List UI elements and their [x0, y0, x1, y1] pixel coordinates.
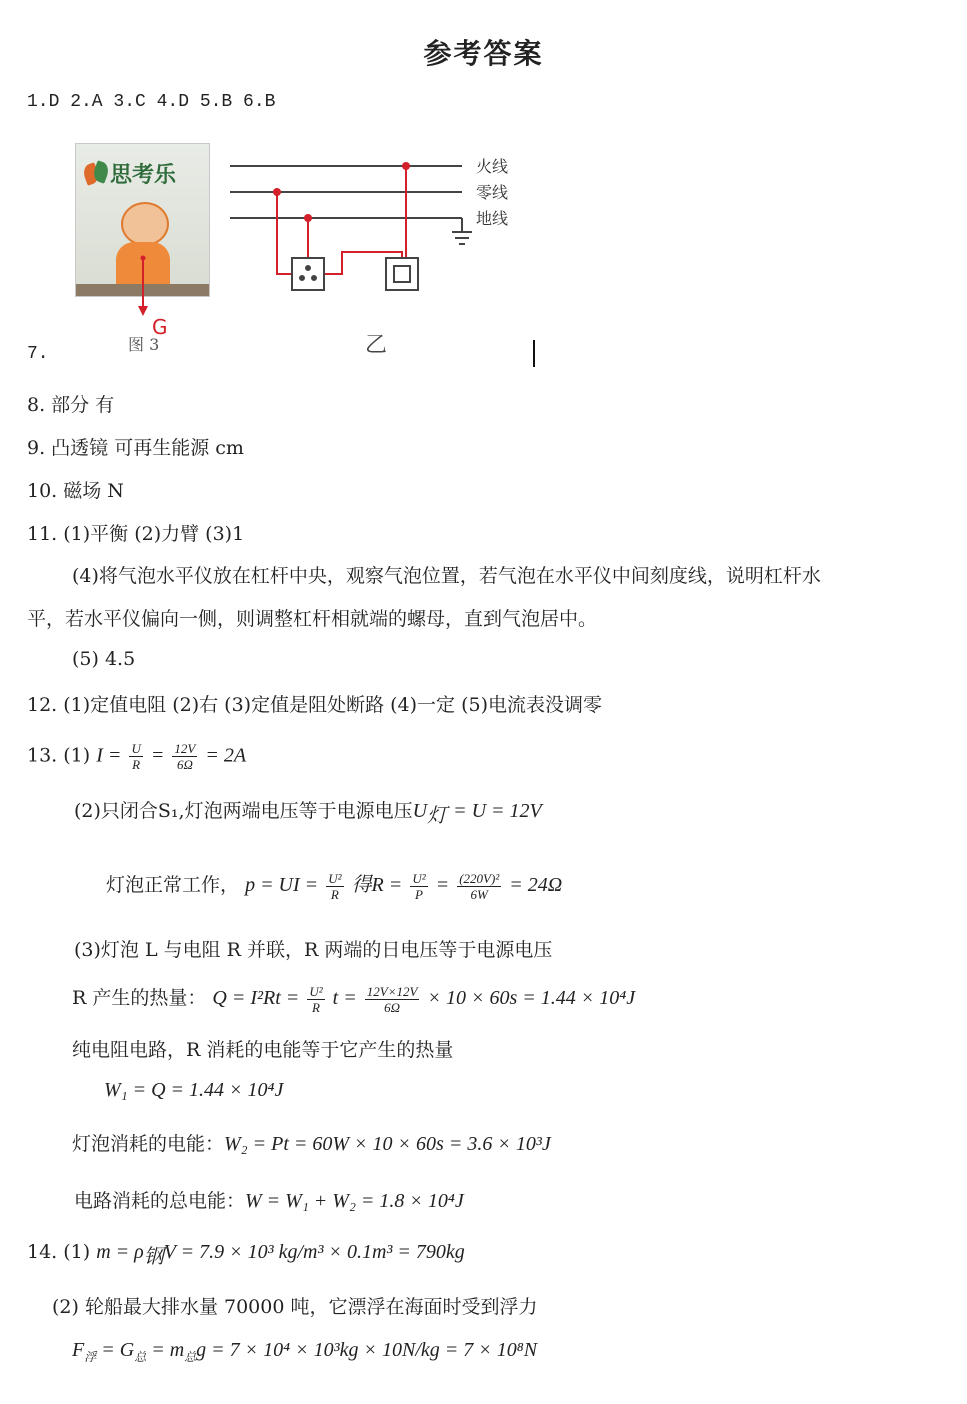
- answer-13-line4: (3)灯泡 L 与电阻 R 并联，R 两端的日电压等于电源电压: [74, 939, 553, 961]
- fraction: $\frac{\text{U²}}{R}$: [328, 870, 342, 902]
- q13-part3-result: = 24Ω: [509, 874, 563, 896]
- answer-11-line4: (5) 4.5: [72, 648, 136, 670]
- q13-part5-a: Q = I²Rt =: [212, 987, 300, 1009]
- q13-part3-a: p = UI =: [245, 874, 319, 896]
- answer-11-line1: 11. (1)平衡 (2)力臂 (3)1: [27, 523, 245, 545]
- answer-13-line7: W₁ = Q = 1.44 × 10⁴J: [104, 1079, 284, 1101]
- subscript: 钢: [143, 1246, 164, 1268]
- q14-part1-b: V = 7.9 × 10³ kg/m³ × 0.1m³ = 790kg: [163, 1241, 465, 1264]
- fraction: $\frac{U}{R}$: [131, 741, 141, 772]
- circuit-wires: [230, 166, 462, 218]
- three-pin-socket-icon: [292, 258, 324, 290]
- q14-part1-prefix: 14. (1): [27, 1241, 91, 1264]
- switch-icon: [386, 258, 418, 290]
- q14-part3-d: g = 7 × 10⁴ × 10³kg × 10N/kg = 7 × 10⁸N: [196, 1339, 538, 1361]
- q13-part1-lhs: I =: [96, 744, 122, 767]
- q13-number: 13.: [27, 744, 58, 767]
- subscript: 总: [134, 1350, 147, 1364]
- q13-part2-text: (2)只闭合S₁,灯泡两端电压等于电源电压: [74, 800, 413, 822]
- fraction: $\frac{\text{(220V)²}}{6W}$: [459, 870, 500, 902]
- answer-13-line8: [72, 1129, 551, 1156]
- wire-label-ground: 地线: [476, 209, 509, 228]
- q13-part8-text: 灯泡消耗的电能：: [72, 1133, 225, 1155]
- answer-9: 9. 凸透镜 可再生能源 cm: [27, 437, 244, 459]
- question-7-figures: [0, 0, 967, 400]
- q14-part1-a: m = ρ: [96, 1241, 144, 1264]
- answer-13-line2: [74, 796, 542, 828]
- answer-11-line2: (4)将气泡水平仪放在杠杆中央，观察气泡位置，若气泡在水平仪中间刻度线，说明杠杆水: [72, 565, 821, 587]
- q14-part3-a: F: [72, 1339, 85, 1361]
- answer-8: 8. 部分 有: [27, 394, 115, 416]
- circuit-caption: 乙: [365, 333, 388, 358]
- fraction: $\frac{\text{U²}}{P}$: [412, 870, 426, 902]
- answers-1-6: 1.D 2.A 3.C 4.D 5.B 6.B: [27, 92, 276, 112]
- q13-part5-text: R 产生的热量：: [72, 987, 207, 1009]
- q14-part3-c: = m: [151, 1339, 185, 1361]
- figure-3-caption: 图 3: [128, 335, 160, 354]
- subscript: 总: [184, 1350, 197, 1364]
- answer-12: 12. (1)定值电阻 (2)右 (3)定值是阻处断路 (4)一定 (5)电流表没调零: [27, 694, 602, 716]
- q13-part2-math: U: [412, 800, 428, 822]
- subscript: 浮: [84, 1350, 97, 1364]
- answer-14-line1: [27, 1240, 465, 1269]
- q13-part2-result: = U = 12V: [453, 800, 542, 822]
- subscript: 灯: [427, 804, 448, 827]
- q14-part3-b: = G: [101, 1339, 135, 1361]
- answer-11-line3: 平，若水平仪偏向一侧，则调整杠杆相就端的螺母，直到气泡居中。: [27, 608, 598, 630]
- q13-part1-result: = 2A: [205, 744, 247, 767]
- q13-part3-text: 灯泡正常工作，: [106, 874, 240, 896]
- q13-part9-text: 电路消耗的总电能：: [74, 1190, 246, 1212]
- answer-13-line3: 灯泡正常工作， p = UI = $\frac{\text{U²}}{R}$ 得R = $\frac{\text{U²}}{P}$ = $\frac{\text{(220V)²}}{6W}$ = 24Ω: [106, 870, 563, 902]
- wire-label-live: 火线: [476, 157, 509, 176]
- answer-14-line3: [72, 1339, 537, 1365]
- force-label: G: [152, 315, 168, 339]
- photo-logo: 思考乐: [110, 163, 177, 188]
- ground-icon: [452, 218, 472, 244]
- answer-13-line5: [72, 983, 635, 1015]
- answer-14-line2: (2) 轮船最大排水量 70000 吨，它漂浮在海面时受到浮力: [52, 1296, 538, 1318]
- answer-13-line1: 13. (1) I = $\frac{U}{R}$ = $\frac{12V}{6\Omega}$ = 2A: [27, 741, 247, 772]
- answer-13-line6: 纯电阻电路，R 消耗的电能等于它产生的热量: [72, 1039, 454, 1061]
- fraction: $\frac{12V\times 12V}{6\Omega}$: [366, 983, 418, 1015]
- answer-13-line9: [74, 1186, 464, 1213]
- q13-part3-b: 得R =: [351, 874, 403, 896]
- answer-10: 10. 磁场 N: [27, 480, 124, 502]
- q13-part5-b: t =: [332, 987, 357, 1009]
- q13-part1-prefix: (1): [63, 744, 91, 767]
- fraction: $\frac{\text{U²}}{R}$: [309, 983, 323, 1015]
- page-title: 参考答案: [423, 37, 544, 70]
- q13-part9-math: W = W₁ + W₂ = 1.8 × 10⁴J: [245, 1190, 464, 1212]
- gravity-arrow: [138, 256, 148, 317]
- wire-label-neutral: 零线: [476, 183, 509, 202]
- fraction: $\frac{12V}{6\Omega}$: [174, 741, 196, 772]
- q7-number: 7.: [27, 344, 49, 364]
- q13-part8-math: W₂ = Pt = 60W × 10 × 60s = 3.6 × 10³J: [224, 1133, 551, 1155]
- q13-part5-result: × 10 × 60s = 1.44 × 10⁴J: [427, 987, 636, 1009]
